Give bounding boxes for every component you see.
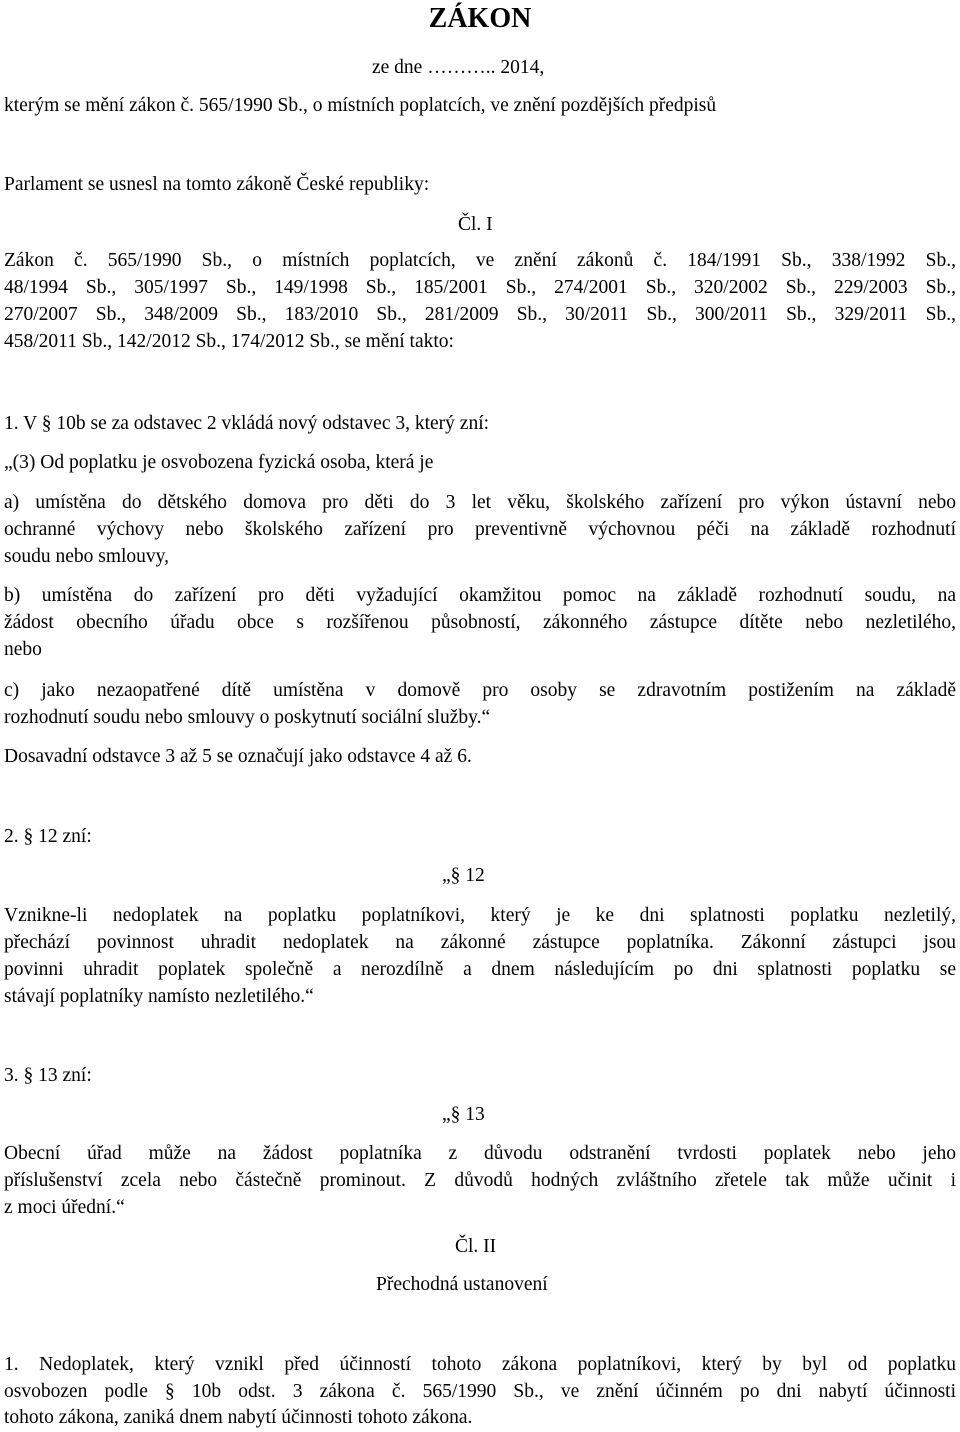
item-a-line: ochranné výchovy nebo školského zařízení pro preventivně výchovnou péči na základě rozhodnutí	[4, 519, 956, 540]
item-a-line: soudu nebo smlouvy,	[4, 546, 170, 567]
renumbering-note: Dosavadní odstavce 3 až 5 se označují jako odstavce 4 až 6.	[4, 746, 472, 767]
article-1-intro-line: 270/2007 Sb., 348/2009 Sb., 183/2010 Sb., 281/2009 Sb., 30/2011 Sb., 300/2011 Sb., 329/2011 Sb.,	[4, 304, 956, 325]
section-12-line: stávají poplatníky namísto nezletilého.“	[4, 986, 314, 1007]
date-line: ze dne ……….. 2014,	[372, 57, 545, 78]
section-12-line: Vznikne-li nedoplatek na poplatku poplatníkovi, který je ke dni splatnosti poplatku nezletilý,	[4, 905, 956, 926]
item-b-line: nebo	[4, 639, 42, 660]
article-1-heading: Čl. I	[458, 214, 493, 235]
point-1-paragraph-intro: „(3) Od poplatku je osvobozena fyzická osoba, která je	[4, 452, 434, 473]
article-2-heading: Čl. II	[455, 1236, 497, 1257]
section-13-heading: „§ 13	[442, 1104, 485, 1125]
transitional-line: tohoto zákona, zaniká dnem nabytí účinnosti tohoto zákona.	[4, 1407, 473, 1428]
section-13-line: příslušenství zcela nebo částečně prominout. Z důvodů hodných zvláštního zřetele tak může učinit i	[4, 1170, 956, 1191]
article-1-intro-line: 458/2011 Sb., 142/2012 Sb., 174/2012 Sb., se mění takto:	[4, 331, 454, 352]
document-title: ZÁKON	[428, 3, 532, 34]
point-1-header: 1. V § 10b se za odstavec 2 vkládá nový odstavec 3, který zní:	[4, 413, 490, 434]
section-12-line: přechází povinnost uhradit nedoplatek na zákonné zástupce poplatníka. Zákonní zástupci jsou	[4, 932, 956, 953]
item-a-line: a) umístěna do dětského domova pro děti do 3 let věku, školského zařízení pro výkon ústavní nebo	[4, 492, 956, 513]
point-3-header: 3. § 13 zní:	[4, 1065, 92, 1086]
item-c-line: c) jako nezaopatřené dítě umístěna v domově pro osoby se zdravotním postižením na základě	[4, 680, 956, 701]
section-13-line: Obecní úřad může na žádost poplatníka z důvodu odstranění tvrdosti poplatek nebo jeho	[4, 1143, 956, 1164]
item-c-line: rozhodnutí soudu nebo smlouvy o poskytnutí sociální služby.“	[4, 707, 491, 728]
section-13-line: z moci úřední.“	[4, 1197, 125, 1218]
transitional-line: osvobozen podle § 10b odst. 3 zákona č. 565/1990 Sb., ve znění účinném po dni nabytí účinnosti	[4, 1381, 956, 1402]
item-b-line: b) umístěna do zařízení pro děti vyžadující okamžitou pomoc na základě rozhodnutí soudu, na	[4, 585, 956, 606]
subtitle: kterým se mění zákon č. 565/1990 Sb., o místních poplatcích, ve znění pozdějších předpisů	[4, 95, 717, 116]
point-2-header: 2. § 12 zní:	[4, 826, 92, 847]
section-12-line: povinni uhradit poplatek společně a nerozdílně a dnem následujícím po dni splatnosti poplatku se	[4, 959, 956, 980]
transitional-line: 1. Nedoplatek, který vznikl před účinností tohoto zákona poplatníkovi, který by byl od poplatku	[4, 1354, 956, 1375]
article-1-intro-line: Zákon č. 565/1990 Sb., o místních poplatcích, ve znění zákonů č. 184/1991 Sb., 338/1992 Sb.,	[4, 250, 956, 271]
article-1-intro-line: 48/1994 Sb., 305/1997 Sb., 149/1998 Sb., 185/2001 Sb., 274/2001 Sb., 320/2002 Sb., 229/2003 Sb.,	[4, 277, 956, 298]
section-12-heading: „§ 12	[442, 865, 485, 886]
parliament-statement: Parlament se usnesl na tomto zákoně České republiky:	[4, 174, 430, 195]
item-b-line: žádost obecního úřadu obce s rozšířenou působností, zákonného zástupce dítěte nebo nezletilého,	[4, 612, 956, 633]
transitional-provisions-heading: Přechodná ustanovení	[376, 1274, 548, 1295]
